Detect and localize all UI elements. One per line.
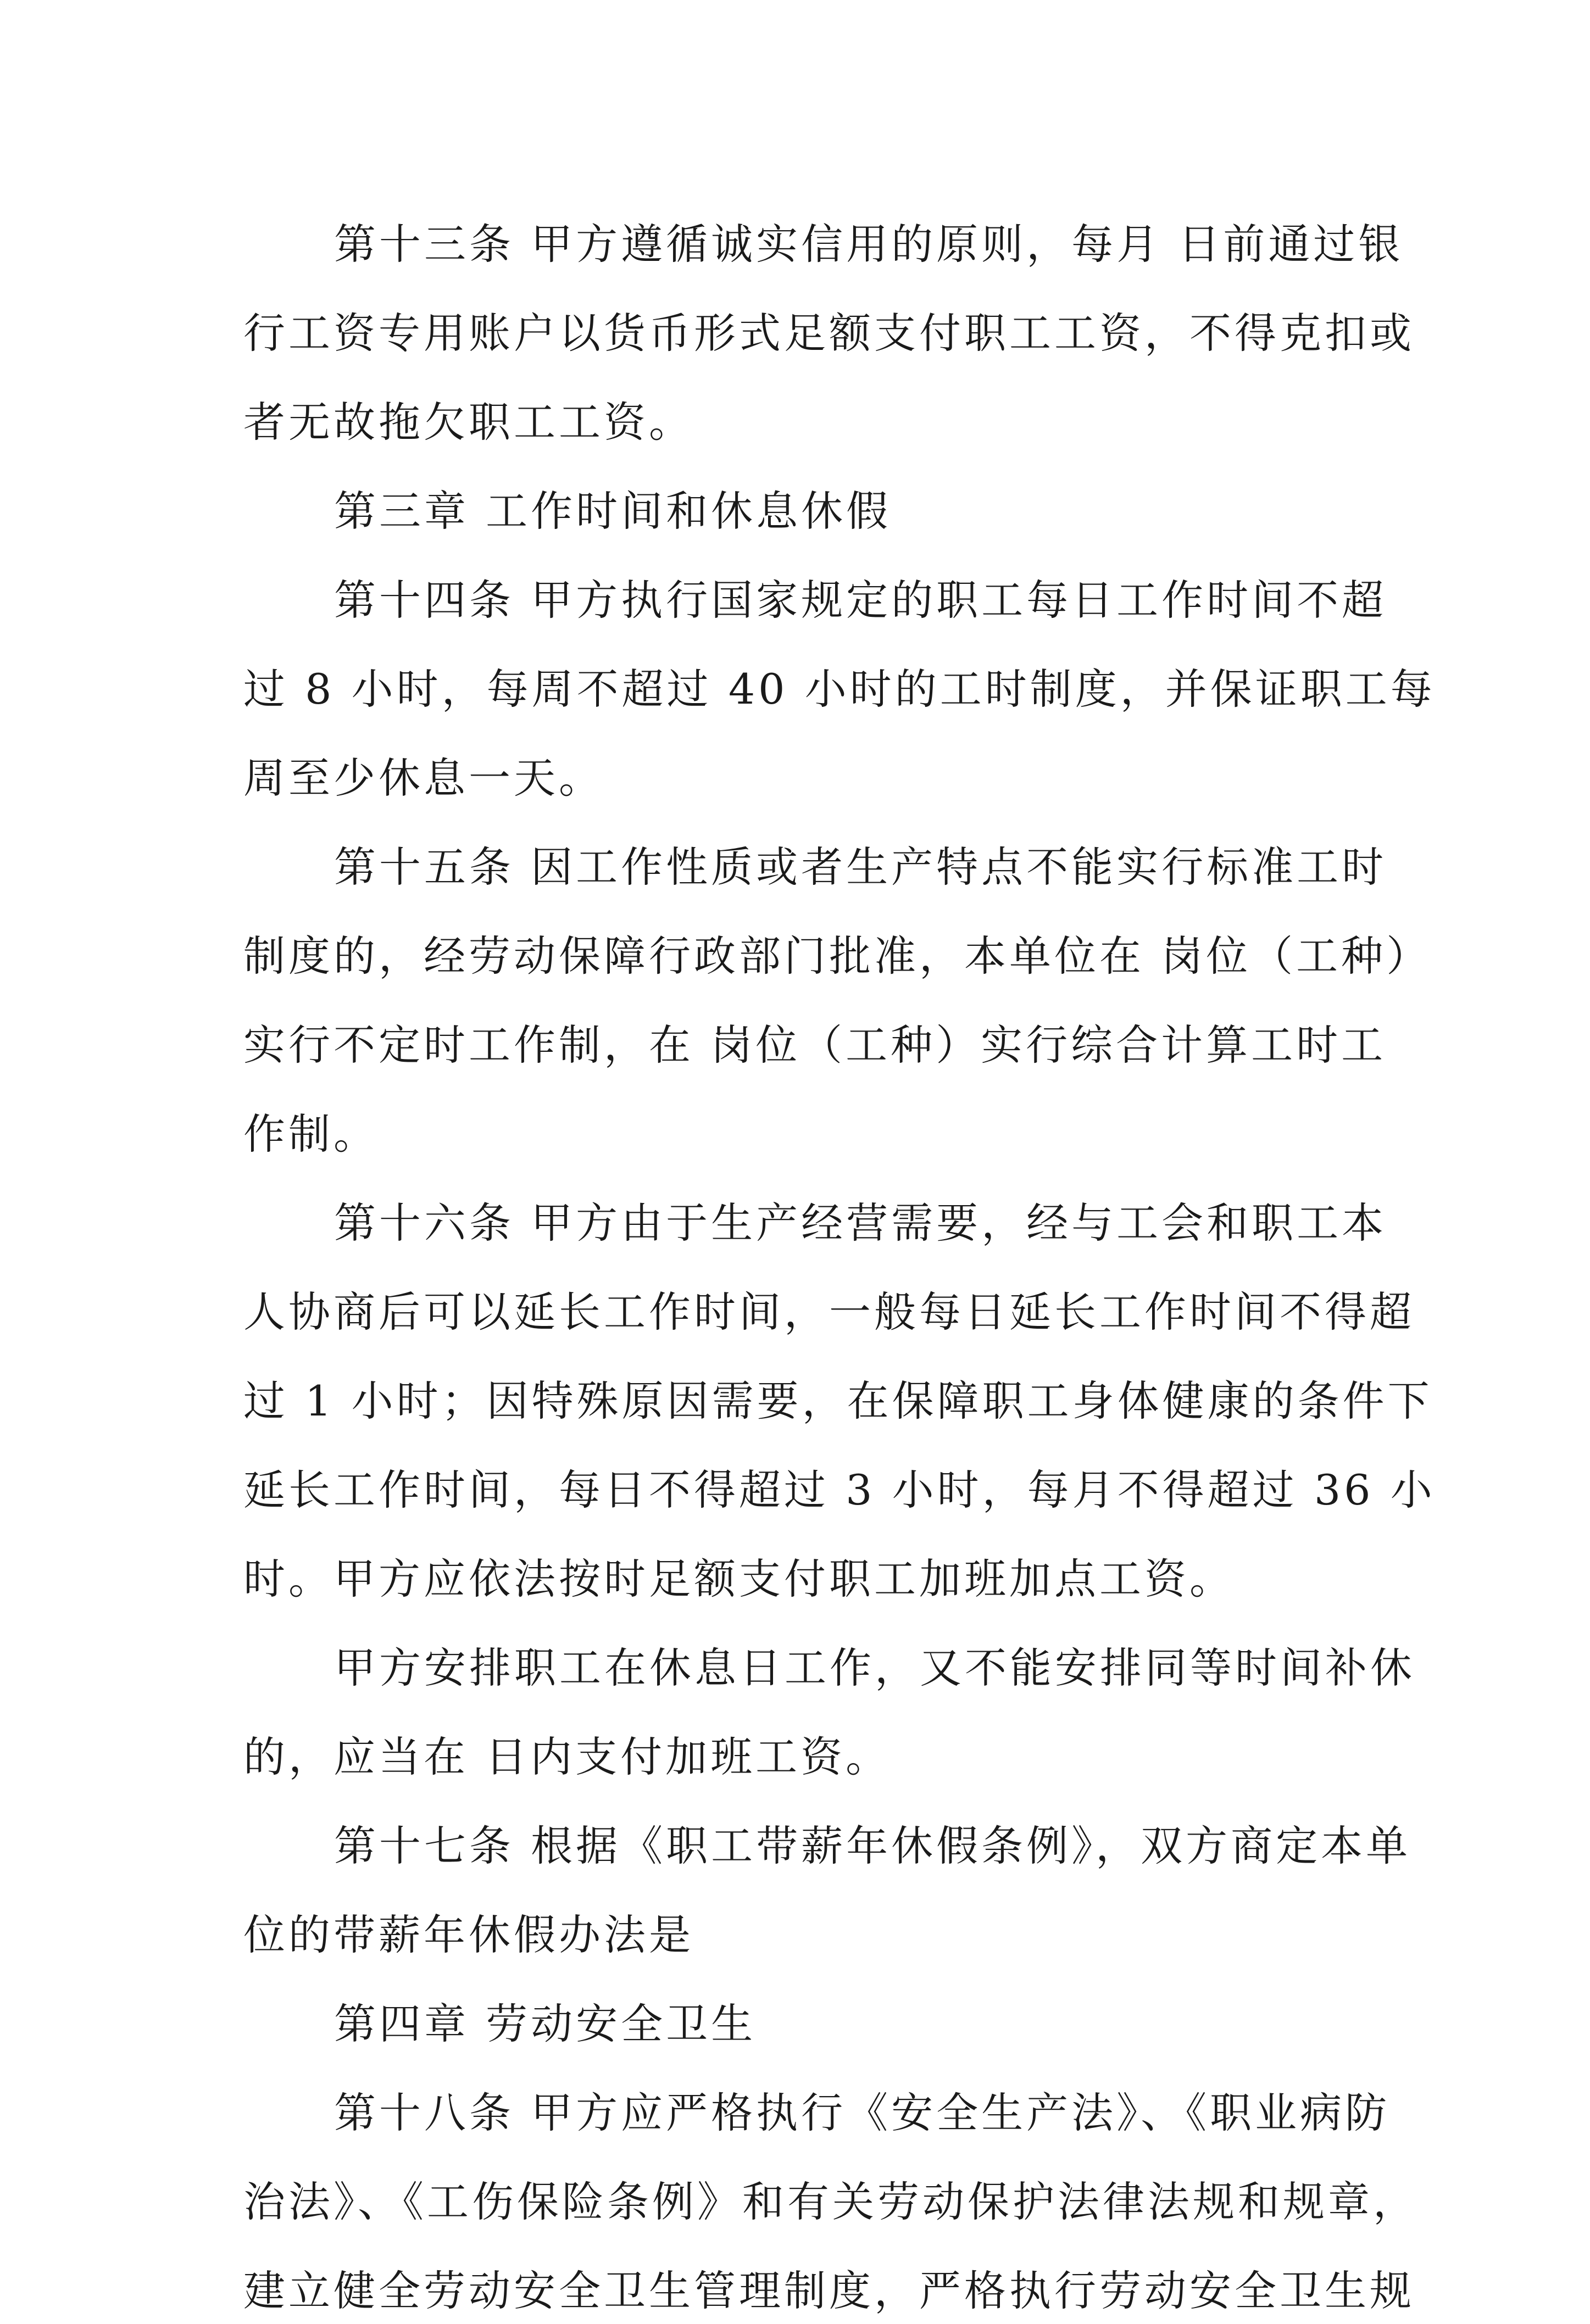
text-line: 第十八条 甲方应严格执行《安全生产法》、《职业病防 (334, 2088, 1391, 2137)
text-line: 延长工作时间，每日不得超过 3 小时，每月不得超过 36 小 (243, 1465, 1436, 1514)
text-line: 位的带薪年休假办法是 (243, 1910, 694, 1959)
text-line: 时。甲方应依法按时足额支付职工加班加点工资。 (243, 1554, 1235, 1603)
text-line: 过 8 小时，每周不超过 40 小时的工时制度，并保证职工每 (243, 665, 1436, 714)
text-line: 治法》、《工伤保险条例》和有关劳动保护法律法规和规章， (243, 2177, 1418, 2226)
text-line: 甲方安排职工在休息日工作，又不能安排同等时间补休 (334, 1643, 1415, 1692)
text-line: 实行不定时工作制，在 岗位（工种）实行综合计算工时工 (243, 1021, 1387, 1069)
text-line: 行工资专用账户以货币形式足额支付职工工资，不得克扣或 (243, 309, 1415, 358)
text-line: 第十六条 甲方由于生产经营需要，经与工会和职工本 (334, 1199, 1387, 1247)
text-line: 制度的，经劳动保障行政部门批准，本单位在 岗位（工种） (243, 932, 1432, 980)
text-line: 者无故拖欠职工工资。 (243, 398, 694, 447)
text-line: 第十五条 因工作性质或者生产特点不能实行标准工时 (334, 843, 1387, 891)
text-line: 第十四条 甲方执行国家规定的职工每日工作时间不超 (334, 576, 1387, 625)
chapter-heading: 第四章 劳动安全卫生 (334, 1999, 757, 2048)
text-line: 周至少休息一天。 (243, 754, 604, 802)
text-line: 第十七条 根据《职工带薪年休假条例》，双方商定本单 (334, 1821, 1411, 1870)
text-line: 建立健全劳动安全卫生管理制度，严格执行劳动安全卫生规 (243, 2266, 1415, 2315)
text-line: 作制。 (243, 1110, 379, 1158)
text-line: 过 1 小时；因特殊原因需要，在保障职工身体健康的条件下 (243, 1376, 1433, 1425)
text-line: 第十三条 甲方遵循诚实信用的原则，每月 日前通过银 (334, 220, 1404, 269)
chapter-heading: 第三章 工作时间和休息休假 (334, 487, 892, 536)
text-line: 人协商后可以延长工作时间，一般每日延长工作时间不得超 (243, 1288, 1415, 1336)
text-line: 的，应当在 日内支付加班工资。 (243, 1732, 891, 1781)
